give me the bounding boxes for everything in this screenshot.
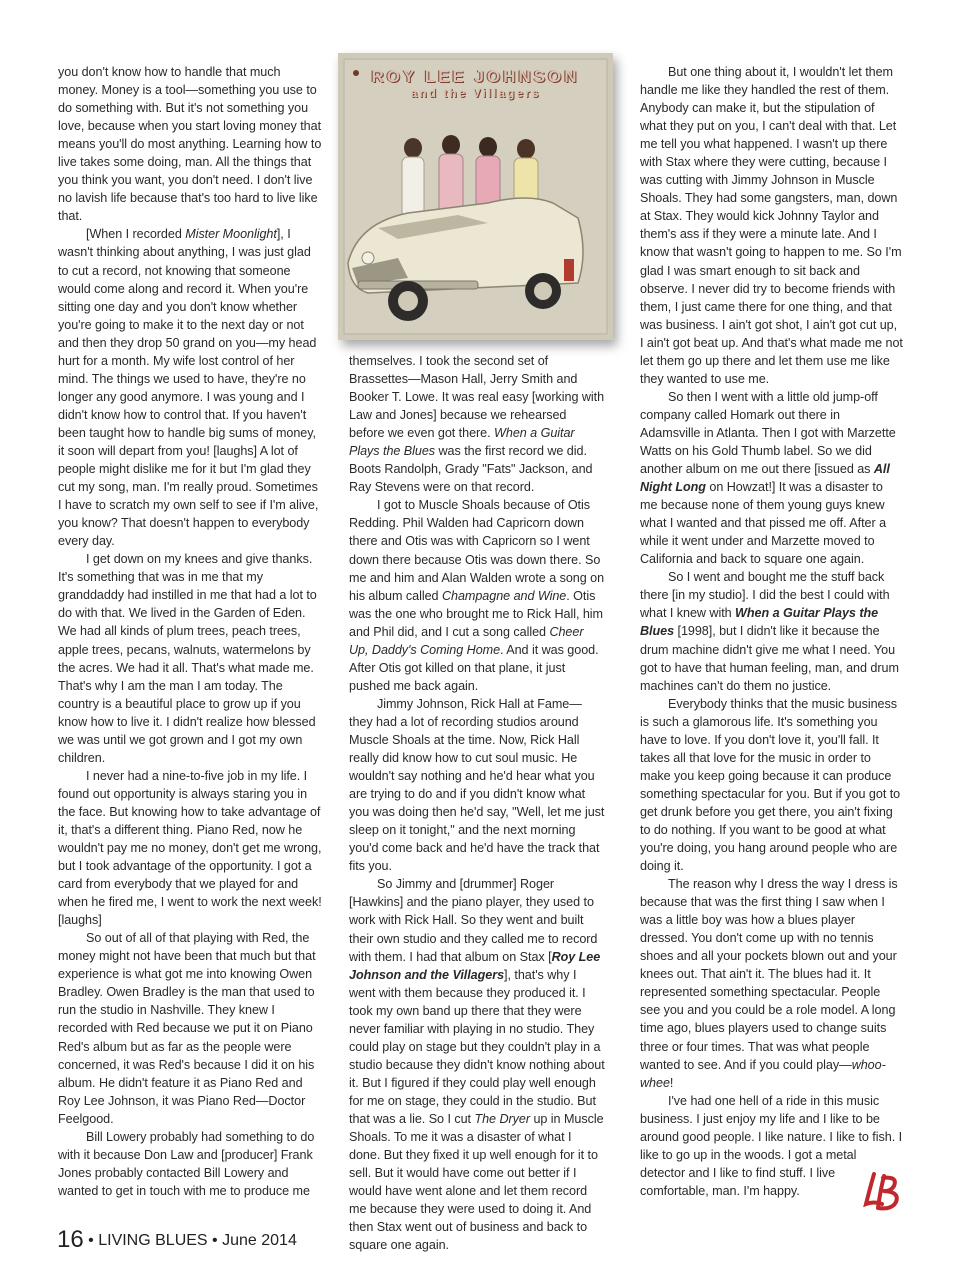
paragraph: So out of all of that playing with Red, the money might not have been that much but that experience is what got me into knowing Owen Bradley. Owen Bradley is the man that used to run the studio in Nashville. They knew I recorded with Red because we put it on Piano Red's album but as far as the people were concerned, it was Red's because I did it on his album. He didn't feature it as Piano Red and Roy Lee Johnson, it was Piano Red—Doctor Feelgood.: [58, 931, 316, 1126]
paragraph: Bill Lowery probably had something to do with it because Don Law and [producer] Frank Jones probably contacted Bill Lowery and wanted to get in touch with me to produce me: [58, 1129, 315, 1198]
article-column-1: [58, 63, 322, 1200]
album-title: ROY LEE JOHNSON: [371, 67, 580, 86]
article-column-2: [349, 352, 605, 1254]
paragraph: So I went and bought me the stuff back there [in my studio]. I did the best I could with what I knew with When a Guitar Plays the Blues [1998], but I didn't like it because the drum machine didn't give me what I need. You got to have that human feeling, man, and drum machines can't do them no justice.: [640, 570, 899, 693]
paragraph: I got to Muscle Shoals because of Otis Redding. Phil Walden had Capricorn down there and Otis was with Capricorn so I went down there because Otis was down there. So me and him and Alan Walden wrote a song on his album called Champagne and Wine. Otis was the one who brought me to Rick Hall, him and Phil did, and I cut a song called Cheer Up, Daddy's Coming Home. And it was good. After Otis got killed on that plane, it just pushed me back again.: [349, 498, 605, 693]
paragraph: I never had a nine-to-five job in my life. I found out opportunity is always staring you in the face. But knowing how to take advantage of it, that's a different thing. Piano Red, now he wouldn't pay me no money, don't get me wrong, but I took advantage of the opportunity. I got a card from everybody that we played for and when he fired me, I went to work the next week! [laughs]: [58, 768, 322, 928]
paragraph: Everybody thinks that the music business is such a glamorous life. It's something you have to love. If you don't love it, you'll fall. It takes all that love for the music in order to make you keep going because it can produce something spectacular for you. But if you got to get drunk before you get there, you ain't fixing to do nothing. If you want to be good at what you're doing, you hang around people who are doing it.: [640, 696, 901, 874]
article-column-3: [640, 63, 903, 1200]
paragraph: I've had one hell of a ride in this music business. I just enjoy my life and I like to be around good people. I like nature. I like to fish. I like to go up in the woods. I got a metal detector and I like to find stuff. I live comfortable, man. I'm happy.: [640, 1093, 903, 1198]
paragraph: themselves. I took the second set of Brassettes—Mason Hall, Jerry Smith and Booker T. Lowe. It was real easy [working with Law and Jones] because we rehearsed before we even got there. When a Guitar Plays the Blues was the first record we did. Boots Randolph, Grady "Fats" Jackson, and Ray Stevens were on that record.: [349, 354, 605, 495]
paragraph: you don't know how to handle that much money. Money is a tool—something you use to do something with. But it's not something you love, because when you start loving money that means you'll do most anything. Learning how to live takes some doing, man. All the things that you think you want, you don't need. I don't live no lavish life because that's too hard to live like that.: [58, 65, 322, 224]
lb-logo-mark: [860, 1170, 906, 1214]
paragraph: The reason why I dress the way I dress is because that was the first thing I saw when I was a little boy was how a blues player dressed. You don't come up with no tennis shoes and all your pockets blown out and your knees out. That ain't it. The blues had it. It represented something spectacular. People see you and you could be a role model. A long time ago, blues players used to change suits three or four times. That was what people wanted to see. And if you could play—whoo-whee!: [640, 877, 898, 1090]
paragraph: I get down on my knees and give thanks. It's something that was in me that my granddaddy had instilled in me that had a lot to do with that. We lived in the Garden of Eden. We had all kinds of plum trees, peach trees, apple trees, pecans, walnuts, watermelons by the acres. We had it all. That's what made me. That's why I am the man I am today. The country is a beautiful place to grow up if you know how to live it. I didn't realize how blessed we was until we got grown and I got my own children.: [58, 552, 317, 765]
page-number: 16: [57, 1226, 84, 1253]
album-cover-image: [338, 53, 613, 340]
publication-name: LIVING BLUES: [98, 1232, 208, 1249]
living-blues-logo-icon: [860, 1170, 906, 1214]
paragraph: Jimmy Johnson, Rick Hall at Fame—they had a lot of recording studios around Muscle Shoals at the time. Now, Rick Hall really did know how to cut soul music. He wouldn't say nothing and he'd hear what you are trying to do and if you didn't know what you was doing then he'd say, "Well, let me just sleep on it tonight," and the next morning you'd come back and he'd have the track that fits you.: [349, 696, 605, 874]
album-subtitle: and the Villagers: [410, 86, 541, 100]
paragraph: So Jimmy and [drummer] Roger [Hawkins] and the piano player, they used to work with Rick Hall. So they went and built their own studio and they called me to record with them. I had that album on Stax [Roy Lee Johnson and the Villagers], that's why I went with them because they produced it. I took my own band up there that they were never familiar with playing in no studio. They could play on stage but they couldn't play in a studio because they didn't know nothing about it. But I figured if they could play well enough for me on stage, they could in the studio. But that was a lie. So I cut The Dryer up in Muscle Shoals. To me it was a disaster of what I done. But they fixed it up well enough for it to sell. But it would have come out better if I would have went alone and let them record me because they were used to doing it. And then Stax went out of business and back to square one again.: [349, 877, 605, 1253]
paragraph: [When I recorded Mister Moonlight], I wasn't thinking about anything, I was just glad to cut a record, not knowing that someone would come along and record it. When you're sitting one day and you don't know whether you're going to make it to the next day or not and then they drop 50 grand on you—my head hurt for a month. My wife lost control of her mind. The things we used to have, they're no longer any good anymore. I was young and I didn't know how to control that. If you haven't been taught how to handle big sums of money, it soon will depart from you! [laughs] A lot of people might dislike me for it but I'm glad they cut my song, man. I'm really proud. Sometimes I have to scratch my own self to see if I'm alive, you know? That doesn't happen to everybody every day.: [58, 227, 319, 549]
separator: •: [212, 1232, 218, 1249]
paragraph: So then I went with a little old jump-off company called Homark out there in Adamsville in Atlanta. Then I got with Marzette Watts on his Gold Thumb label. So we did another album on me out there [issued as All Night Long on Howzat!] It was a disaster to me because none of them young guys knew what I wanted and that pissed me off. After a while it went under and Marzette moved to California and back to square one again.: [640, 389, 896, 567]
separator: •: [88, 1232, 94, 1249]
paragraph: But one thing about it, I wouldn't let them handle me like they handled the rest of them. Anybody can make it, but the stipulation of what they put on you, I can't deal with that. Let me tell you what happened. I wasn't up there with Stax where they were cutting, because I was cutting with Jimmy Johnson in Muscle Shoals. They had some gangsters, man, down at Stax. They would kick Johnny Taylor and them's ass if they were a minute late. And I know that wasn't going to happen to me. So I'm glad I was smart enough to sit back and observe. I never did try to become friends with them, I just came there for one thing, and that was business. I ain't got shot, I ain't got cut up, I ain't got beat up. And that's what made me not let them go up there and let them use me like they wanted to use me.: [640, 65, 903, 386]
page-footer: [57, 1226, 297, 1254]
issue-date: June 2014: [222, 1232, 297, 1249]
